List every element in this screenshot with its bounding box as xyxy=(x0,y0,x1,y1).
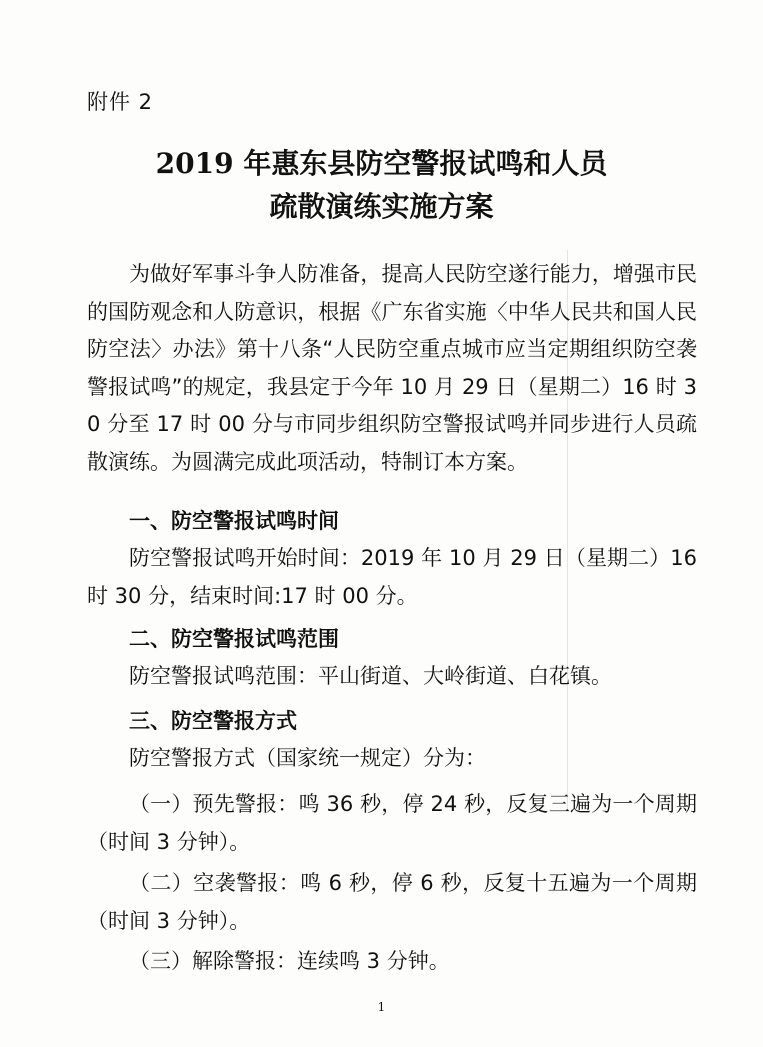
document-title-line-1: 2019 年惠东县防空警报试鸣和人员 xyxy=(155,147,608,180)
attachment-label: 附件 2 xyxy=(87,90,154,114)
document-title-line-2: 疏散演练实施方案 xyxy=(269,190,494,223)
section-body-range: 防空警报试鸣范围：平山街道、大岭街道、白花镇。 xyxy=(129,664,612,688)
intro-paragraph: 为做好军事斗争人防准备，提高人民防空遂行能力，增强市民的国防观念和人防意识，根据《广东省实施〈中华人民共和国人民防空法〉办法》第十八条“人民防空重点城市应当定期组织防空袭警报试鸣”的规定，我县定于今年 10 月 29 日（星期二）16 时 30 分至 17 时 00 分与市同步组织防空警报试鸣并同步进行人员疏散演练。为圆满完成此项活动，特制订本方案。 xyxy=(87,262,697,474)
alarm-item-air-raid: （二）空袭警报：鸣 6 秒，停 6 秒，反复十五遍为一个周期（时间 3 分钟）。 xyxy=(87,871,697,933)
alarm-item-all-clear: （三）解除警报：连续鸣 3 分钟。 xyxy=(129,949,450,973)
page-number: 1 xyxy=(377,1000,386,1014)
section-heading-method: 三、防空警报方式 xyxy=(129,709,297,733)
section-heading-time: 一、防空警报试鸣时间 xyxy=(129,509,339,533)
section-body-time: 防空警报试鸣开始时间：2019 年 10 月 29 日（星期二）16 时 30 分，结束时间:17 时 00 分。 xyxy=(87,546,697,608)
alarm-item-preliminary: （一）预先警报：鸣 36 秒，停 24 秒，反复三遍为一个周期（时间 3 分钟）。 xyxy=(87,792,697,854)
section-body-method: 防空警报方式（国家统一规定）分为： xyxy=(129,746,486,770)
section-heading-range: 二、防空警报试鸣范围 xyxy=(129,627,339,651)
